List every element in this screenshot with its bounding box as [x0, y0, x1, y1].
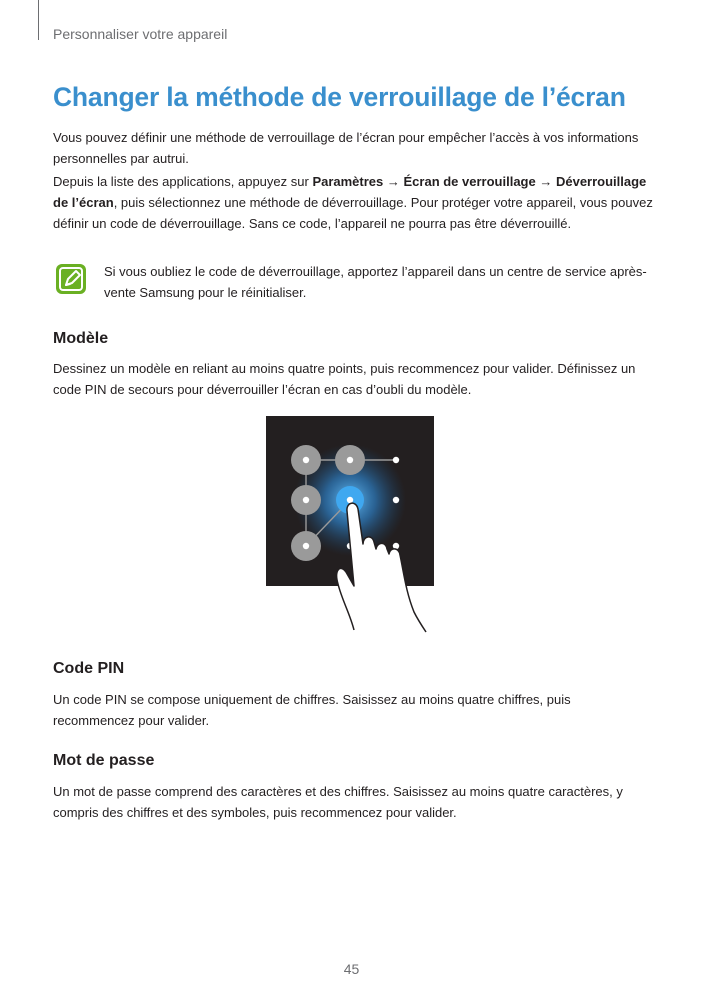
body-modele: Dessinez un modèle en reliant au moins quatre points, puis recommencez pour valider. Définissez un code PIN de secours pour déverrouiller l’écran en cas d’oubli du modèle.	[53, 361, 636, 397]
body-code-pin: Un code PIN se compose uniquement de chiffres. Saisissez au moins quatre chiffres, puis recommencez pour valider.	[53, 692, 571, 728]
section-header: Personnaliser votre appareil	[53, 26, 228, 42]
heading-code-pin: Code PIN	[53, 660, 125, 677]
page-number: 45	[343, 961, 360, 977]
menu-parametres: Paramètres	[312, 174, 384, 189]
pattern-dot	[393, 457, 399, 463]
arrow-2: →	[535, 174, 556, 189]
note-pencil-icon	[55, 263, 87, 295]
heading-mot-de-passe: Mot de passe	[53, 752, 155, 769]
intro-paragraph: Vous pouvez définir une méthode de verrouillage de l’écran pour empêcher l’accès à vos informations personnelles par autrui.	[53, 130, 639, 166]
page-title: Changer la méthode de verrouillage de l’écran	[53, 82, 626, 112]
pattern-dot	[303, 457, 309, 463]
steps-prefix: Depuis la liste des applications, appuyez sur	[53, 174, 313, 189]
arrow-1: →	[383, 174, 404, 189]
note-text: Si vous oubliez le code de déverrouillage, apportez l’appareil dans un centre de service après-vente Samsung pour le réinitialiser.	[104, 264, 647, 300]
menu-ecran-verrouillage: Écran de verrouillage	[403, 174, 536, 189]
pattern-lock-illustration	[266, 416, 446, 634]
heading-modele: Modèle	[53, 330, 109, 347]
pattern-dot	[347, 457, 353, 463]
pattern-dot	[303, 543, 309, 549]
pattern-dot	[393, 497, 399, 503]
header-divider	[38, 0, 39, 40]
menu-deverrouillage-ecran: Déverrouillage de l’écran	[53, 174, 647, 210]
steps-suffix: , puis sélectionnez une méthode de déverrouillage. Pour protéger votre appareil, vous pouvez définir un code de déverrouillage. Sans ce code, l’appareil ne pourra pas être déverrouillé.	[53, 195, 653, 231]
pattern-dot	[303, 497, 309, 503]
body-mot-de-passe: Un mot de passe comprend des caractères et des chiffres. Saisissez au moins quatre caractères, y compris des chiffres et des symboles, puis recommencez pour valider.	[53, 784, 623, 820]
steps-paragraph	[53, 171, 653, 234]
pattern-dot	[347, 497, 353, 503]
